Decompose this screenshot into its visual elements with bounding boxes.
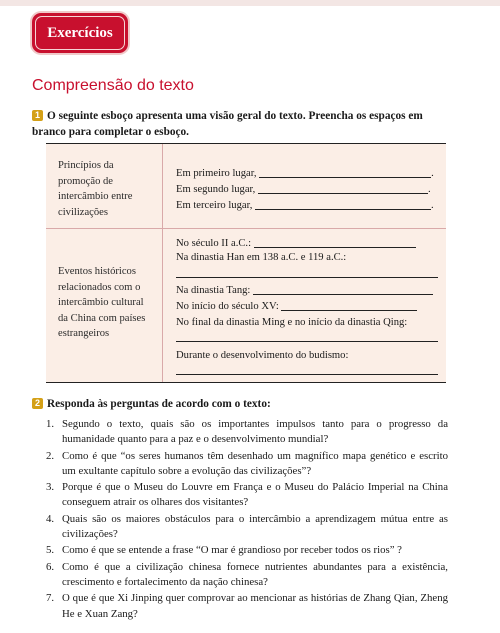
blank-field[interactable]: No final da dinastia Ming e no início da dinastia Qing:: [176, 317, 408, 328]
question-item: 6. Como é que a civilização chinesa fornece nutrientes abundantes para a existência, crescimento e fortalecimento da nação chinesa?: [46, 560, 448, 588]
column-divider: [162, 144, 163, 382]
blank-line[interactable]: [176, 374, 438, 375]
question-number-badge: 2: [32, 398, 43, 409]
blank-line[interactable]: [176, 277, 438, 278]
question-item: 5. Como é que se entende a frase “O mar é grandioso por receber todos os rios” ?: [46, 544, 402, 557]
question-item: 3. Porque é que o Museu do Louvre em França e o Museu do Palácio Imperial na China conseguem atrair os olhares dos visitantes?: [46, 481, 448, 509]
blank-field[interactable]: Na dinastia Han em 138 a.C. e 119 a.C.:: [176, 252, 347, 263]
top-band: [0, 0, 500, 6]
blank-field[interactable]: Em primeiro lugar, .: [176, 165, 438, 182]
question-1-instruction: [32, 108, 452, 140]
question-item: 1. Segundo o texto, quais são os importantes impulsos tanto para o progresso da humanidade quanto para a paz e o desenvolvimento mundial?: [46, 418, 448, 446]
blank-field[interactable]: No século II a.C.:: [176, 235, 438, 252]
question-2-text: Responda às perguntas de acordo com o texto:: [47, 398, 271, 410]
question-number-badge: 1: [32, 110, 43, 121]
row-label-events: Eventos históricos relacionados com o intercâmbio cultural da China com países estrangeiros: [58, 266, 146, 339]
blank-field[interactable]: Durante o desenvolvimento do budismo:: [176, 350, 349, 361]
blank-field[interactable]: Em terceiro lugar, .: [176, 197, 438, 214]
question-item: 2. Como é que “os seres humanos têm desenhado um magnífico mapa genético e escrito um exultante capítulo sobre a evolução das civilizações”?: [46, 449, 448, 477]
question-2-instruction: [32, 396, 452, 412]
blank-line[interactable]: [176, 341, 438, 342]
blank-field[interactable]: Em segundo lugar, .: [176, 181, 438, 198]
question-1-text: O seguinte esboço apresenta uma visão geral do texto. Preencha os espaços em branco para completar o esboço.: [32, 110, 423, 138]
blank-field[interactable]: Na dinastia Tang:: [176, 282, 438, 299]
outline-table: [46, 143, 446, 383]
blank-field[interactable]: No início do século XV:: [176, 298, 438, 315]
row-label-principles: Princípios da promoção de intercâmbio entre civilizações: [58, 160, 133, 218]
question-item: 4. Quais são os maiores obstáculos para o intercâmbio a aprendizagem mútua entre as civilizações?: [46, 512, 448, 541]
section-title: Compreensão do texto: [32, 77, 194, 94]
question-list: [46, 417, 448, 623]
exercises-badge: [32, 13, 128, 53]
badge-label: Exercícios: [35, 16, 125, 50]
question-item: 7. O que é que Xi Jinping quer comprovar ao mencionar as histórias de Zhang Qian, Zheng He e Xuan Zang?: [46, 592, 448, 620]
